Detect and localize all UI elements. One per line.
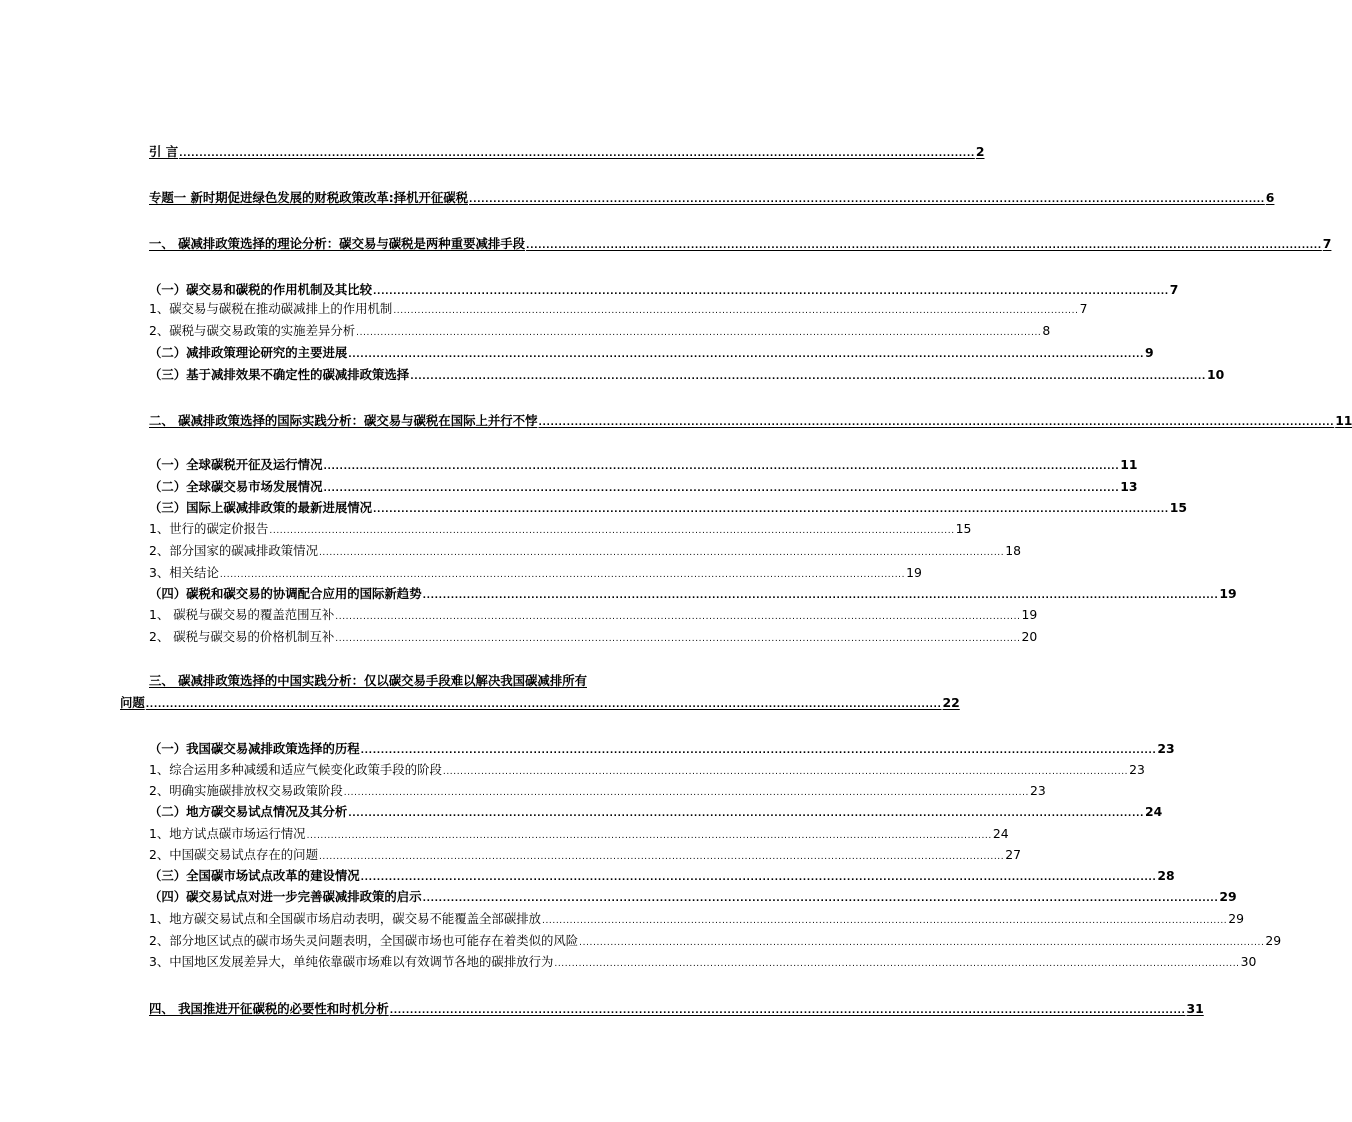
toc-entry-page: 24 xyxy=(1145,804,1163,819)
toc-entry-title: （二）地方碳交易试点情况及其分析 xyxy=(149,804,348,819)
toc-entry-title: 2、明确实施碳排放权交易政策阶段 xyxy=(149,783,343,798)
toc-entry-section-3-4-3[interactable] xyxy=(149,953,1257,971)
toc-entry-section-1-1[interactable] xyxy=(149,281,1179,299)
dot-leader: ...................................................................................................................................................................................................... xyxy=(373,505,1169,515)
toc-entry-section-1-1-2[interactable] xyxy=(149,322,1051,340)
toc-entry-page: 7 xyxy=(1322,236,1332,251)
toc-entry-page: 11 xyxy=(1335,413,1352,428)
toc-entry-section-2-1[interactable] xyxy=(149,456,1138,474)
toc-entry-page: 19 xyxy=(906,565,922,580)
toc-entry-page: 15 xyxy=(1169,500,1188,515)
toc-entry-title: 专题一 新时期促进绿色发展的财税政策改革:择机开征碳税 xyxy=(149,190,469,205)
toc-entry-title: 1、 碳税与碳交易的覆盖范围互补 xyxy=(149,607,335,622)
toc-entry-intro[interactable] xyxy=(149,143,985,161)
toc-entry-section-3[interactable] xyxy=(120,694,960,712)
toc-entry-title: 二、 碳减排政策选择的国际实践分析：碳交易与碳税在国际上并行不悖 xyxy=(149,413,538,428)
toc-entry-title: （三）全国碳市场试点改革的建设情况 xyxy=(149,868,360,883)
toc-entry-page: 19 xyxy=(1219,586,1237,601)
toc-entry-title: （四）碳交易试点对进一步完善碳减排政策的启示 xyxy=(149,889,422,904)
dot-leader: ...................................................................................................................................................................................................... xyxy=(554,959,1240,969)
toc-entry-section-1[interactable] xyxy=(149,235,1332,253)
dot-leader: ...................................................................................................................................................................................................... xyxy=(323,484,1120,494)
toc-entry-page: 27 xyxy=(1005,847,1021,862)
dot-leader: ...................................................................................................................................................................................................... xyxy=(373,287,1169,297)
toc-entry-section-3-2[interactable] xyxy=(149,803,1163,821)
toc-entry-title: 1、碳交易与碳税在推动碳减排上的作用机制 xyxy=(149,301,393,316)
dot-leader: ...................................................................................................................................................................................................... xyxy=(348,809,1144,819)
toc-entry-section-3-4[interactable] xyxy=(149,888,1237,906)
toc-entry-title: 2、部分国家的碳减排政策情况 xyxy=(149,543,318,558)
toc-entry-page: 6 xyxy=(1265,190,1275,205)
toc-entry-page: 22 xyxy=(942,695,960,710)
toc-entry-page: 19 xyxy=(1021,607,1038,622)
toc-entry-title: （二）全球碳交易市场发展情况 xyxy=(149,479,323,494)
dot-leader: ...................................................................................................................................................................................................... xyxy=(179,149,975,159)
toc-entry-section-2-4[interactable] xyxy=(149,585,1237,603)
toc-entry-section-3-1-2[interactable] xyxy=(149,782,1046,800)
toc-entry-title: 四、 我国推进开征碳税的必要性和时机分析 xyxy=(149,1001,389,1016)
toc-entry-title: （三）基于减排效果不确定性的碳减排政策选择 xyxy=(149,367,410,382)
toc-entry-page: 8 xyxy=(1042,323,1051,338)
toc-entry-topic1[interactable] xyxy=(149,189,1275,207)
toc-entry-section-2-4-2[interactable] xyxy=(149,628,1038,646)
toc-entry-section-2-3-3[interactable] xyxy=(149,564,922,582)
toc-entry-page: 28 xyxy=(1157,868,1175,883)
dot-leader: ...................................................................................................................................................................................................... xyxy=(542,916,1228,926)
toc-entry-section-3-title-line1[interactable]: 三、 碳减排政策选择的中国实践分析：仅以碳交易手段难以解决我国碳减排所有 xyxy=(149,673,587,688)
dot-leader: ...................................................................................................................................................................................................... xyxy=(318,548,1005,558)
toc-entry-page: 23 xyxy=(1157,741,1175,756)
toc-entry-title: 3、中国地区发展差异大，单纯依靠碳市场难以有效调节各地的碳排放行为 xyxy=(149,954,554,969)
toc-entry-title: 2、中国碳交易试点存在的问题 xyxy=(149,847,318,862)
dot-leader: ...................................................................................................................................................................................................... xyxy=(389,1006,1186,1016)
dot-leader: ...................................................................................................................................................................................................... xyxy=(360,746,1157,756)
toc-entry-section-3-3[interactable] xyxy=(149,867,1175,885)
dot-leader: ...................................................................................................................................................................................................... xyxy=(348,350,1144,360)
toc-entry-title: 问题 xyxy=(120,695,145,710)
toc-entry-section-3-4-1[interactable] xyxy=(149,910,1245,928)
dot-leader: ...................................................................................................................................................................................................... xyxy=(410,372,1206,382)
toc-entry-title: （四）碳税和碳交易的协调配合应用的国际新趋势 xyxy=(149,586,422,601)
dot-leader: ...................................................................................................................................................................................................... xyxy=(335,634,1021,644)
toc-entry-title: 2、部分地区试点的碳市场失灵问题表明，全国碳市场也可能存在着类似的风险 xyxy=(149,933,579,948)
dot-leader: ...................................................................................................................................................................................................... xyxy=(469,195,1265,205)
toc-entry-section-3-2-1[interactable] xyxy=(149,825,1009,843)
toc-entry-section-3-2-2[interactable] xyxy=(149,846,1021,864)
toc-entry-page: 2 xyxy=(975,144,985,159)
dot-leader: ...................................................................................................................................................................................................... xyxy=(526,241,1322,251)
dot-leader: ...................................................................................................................................................................................................... xyxy=(318,852,1005,862)
dot-leader: ...................................................................................................................................................................................................... xyxy=(356,328,1042,338)
toc-entry-section-2-3-1[interactable] xyxy=(149,520,972,538)
dot-leader: ...................................................................................................................................................................................................... xyxy=(219,570,906,580)
toc-entry-page: 15 xyxy=(955,521,972,536)
toc-entry-title: （一）全球碳税开征及运行情况 xyxy=(149,457,323,472)
dot-leader: ...................................................................................................................................................................................................... xyxy=(323,462,1120,472)
toc-entry-section-4[interactable] xyxy=(149,1000,1204,1018)
toc-entry-title: （一）我国碳交易减排政策选择的历程 xyxy=(149,741,360,756)
dot-leader: ...................................................................................................................................................................................................... xyxy=(360,873,1157,883)
toc-entry-section-1-1-1[interactable] xyxy=(149,300,1088,318)
toc-entry-title: （一）碳交易和碳税的作用机制及其比较 xyxy=(149,282,373,297)
dot-leader: ...................................................................................................................................................................................................... xyxy=(422,894,1219,904)
toc-entry-page: 29 xyxy=(1219,889,1237,904)
toc-entry-section-2-2[interactable] xyxy=(149,478,1138,496)
toc-entry-page: 13 xyxy=(1120,479,1138,494)
toc-entry-title: 1、地方试点碳市场运行情况 xyxy=(149,826,306,841)
toc-entry-page: 11 xyxy=(1120,457,1138,472)
toc-entry-section-2-4-1[interactable] xyxy=(149,606,1038,624)
toc-entry-page: 20 xyxy=(1021,629,1038,644)
dot-leader: ...................................................................................................................................................................................................... xyxy=(422,591,1219,601)
dot-leader: ...................................................................................................................................................................................................... xyxy=(269,526,955,536)
toc-entry-section-1-2[interactable] xyxy=(149,344,1154,362)
dot-leader: ...................................................................................................................................................................................................... xyxy=(306,831,992,841)
toc-entry-section-3-4-2[interactable] xyxy=(149,932,1282,950)
dot-leader: ...................................................................................................................................................................................................... xyxy=(538,418,1335,428)
toc-entry-page: 30 xyxy=(1240,954,1257,969)
toc-entry-page: 24 xyxy=(992,826,1009,841)
toc-entry-title: 2、 碳税与碳交易的价格机制互补 xyxy=(149,629,335,644)
toc-entry-title: （三）国际上碳减排政策的最新进展情况 xyxy=(149,500,373,515)
toc-entry-title: 1、世行的碳定价报告 xyxy=(149,521,269,536)
toc-entry-title: 3、相关结论 xyxy=(149,565,219,580)
toc-entry-section-1-3[interactable] xyxy=(149,366,1225,384)
toc-entry-title: （二）减排政策理论研究的主要进展 xyxy=(149,345,348,360)
dot-leader: ...................................................................................................................................................................................................... xyxy=(393,306,1079,316)
toc-entry-page: 29 xyxy=(1265,933,1282,948)
dot-leader: ...................................................................................................................................................................................................... xyxy=(343,788,1029,798)
dot-leader: ...................................................................................................................................................................................................... xyxy=(335,612,1021,622)
toc-entry-section-2-3[interactable] xyxy=(149,499,1188,517)
toc-entry-page: 10 xyxy=(1206,367,1225,382)
toc-entry-page: 7 xyxy=(1079,301,1088,316)
dot-leader: ...................................................................................................................................................................................................... xyxy=(579,938,1265,948)
toc-entry-page: 23 xyxy=(1129,762,1145,777)
toc-entry-section-3-1[interactable] xyxy=(149,740,1175,758)
toc-entry-page: 7 xyxy=(1169,282,1179,297)
toc-entry-title: 2、碳税与碳交易政策的实施差异分析 xyxy=(149,323,356,338)
toc-entry-title: 引 言 xyxy=(149,144,179,159)
toc-entry-section-3-1-1[interactable] xyxy=(149,761,1145,779)
toc-entry-page: 23 xyxy=(1030,783,1046,798)
toc-entry-section-2[interactable] xyxy=(149,412,1352,430)
toc-entry-title: 1、综合运用多种减缓和适应气候变化政策手段的阶段 xyxy=(149,762,442,777)
toc-entry-page: 18 xyxy=(1005,543,1021,558)
toc-entry-section-2-3-2[interactable] xyxy=(149,542,1021,560)
toc-entry-page: 31 xyxy=(1186,1001,1204,1016)
toc-entry-title: 一、 碳减排政策选择的理论分析：碳交易与碳税是两种重要减排手段 xyxy=(149,236,526,251)
toc-entry-title: 1、地方碳交易试点和全国碳市场启动表明，碳交易不能覆盖全部碳排放 xyxy=(149,911,541,926)
toc-entry-page: 29 xyxy=(1228,911,1245,926)
toc-entry-page: 9 xyxy=(1145,345,1154,360)
dot-leader: ...................................................................................................................................................................................................... xyxy=(145,700,942,710)
dot-leader: ...................................................................................................................................................................................................... xyxy=(442,767,1129,777)
